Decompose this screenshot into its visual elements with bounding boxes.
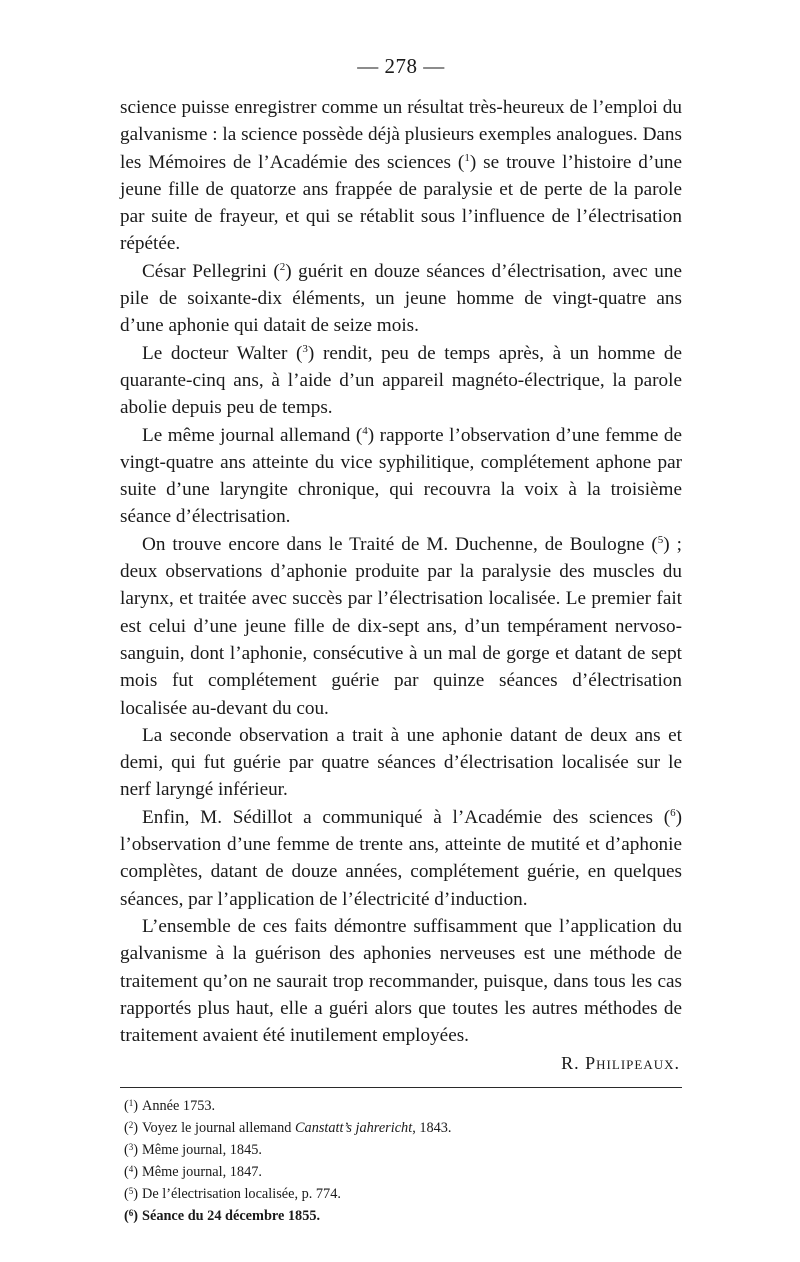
footnote-number: 6 xyxy=(128,1208,134,1219)
paragraph-text: ) rapporte l’observation d’une femme de vingt-quatre ans atteinte du vice syphilitique, complétement aphone par suite d’une laryngite chronique, qui recouvra la voix à la troisième séance d’électrisation. xyxy=(120,424,682,528)
signature-name: Philipeaux. xyxy=(585,1053,680,1074)
paragraph-text: L’ensemble de ces faits démontre suffisamment que l’application du galvanisme à la guérison des aphonies nerveuses est une méthode de traitement qu’on ne saurait trop recommander, puisque, dans tous les cas rapportés plus haut, elle a guéri alors que toutes les autres méthodes de traitement avaient été inutilement employées. xyxy=(120,915,682,1047)
page-number: — 278 — xyxy=(357,54,445,78)
footnote-number: 2 xyxy=(128,1120,134,1131)
paragraph-text: Le même journal allemand ( xyxy=(142,424,363,446)
paragraph-text: ) rendit, peu de temps après, à un homme de quarante-cinq ans, à l’aide d’un appareil magnéto-électrique, la parole abolie depuis peu de temps. xyxy=(120,342,682,419)
paragraph xyxy=(120,913,682,1049)
body-text xyxy=(120,94,682,1049)
paragraph xyxy=(120,258,682,340)
footnote xyxy=(124,1160,682,1182)
footnote-reference[interactable]: 6 xyxy=(670,806,676,819)
footnote-marker: ($^6$) xyxy=(124,1208,139,1225)
footnote xyxy=(124,1116,682,1138)
footnote-marker: ($^3$) xyxy=(124,1142,139,1159)
footnote-reference[interactable]: 1 xyxy=(464,151,470,164)
footnote-number: 1 xyxy=(128,1098,134,1109)
paragraph-text: science puisse enregistrer comme un résultat très-heureux de l’emploi du galvanisme : la science possède déjà plusieurs exemples analogues. Dans les Mémoires de l’Académie des sciences ( xyxy=(120,97,682,173)
cited-work-title: Canstatt’s jahrericht xyxy=(295,1120,413,1137)
paragraph-text: César Pellegrini ( xyxy=(142,260,280,282)
paragraph xyxy=(120,531,682,722)
footnote-reference[interactable]: 5 xyxy=(657,533,664,546)
footnote xyxy=(124,1182,682,1204)
footnote-number: 3 xyxy=(128,1142,134,1153)
footnote-marker: ($^5$) xyxy=(124,1186,139,1203)
footnote-reference[interactable]: 2 xyxy=(279,260,286,273)
footnote-text: Voyez le journal allemand xyxy=(142,1120,296,1137)
footnote-marker: ($^4$) xyxy=(124,1164,139,1181)
paragraph xyxy=(120,804,682,913)
paragraph xyxy=(120,722,682,804)
footnote-text: Séance du 24 décembre 1855. xyxy=(142,1208,321,1225)
paragraph-text: On trouve encore dans le Traité de M. Duchenne, de Boulogne ( xyxy=(142,533,658,555)
footnote-marker: ($^1$) xyxy=(124,1098,139,1115)
paragraph-text: ) se trouve l’histoire d’une jeune fille de quatorze ans frappée de paralysie et de perte de la parole par suite de frayeur, et qui se rétablit sous l’influence de l’électrisation répétée. xyxy=(120,151,682,255)
footnote-text: Même journal, 1847. xyxy=(142,1164,262,1181)
footnote-divider xyxy=(120,1087,682,1088)
paragraph-text: La seconde observation a trait à une aphonie datant de deux ans et demi, qui fut guérie par quatre séances d’électrisation localisée sur le nerf laryngé inférieur. xyxy=(120,724,682,801)
author-signature xyxy=(120,1049,682,1077)
footnote xyxy=(124,1094,682,1116)
paragraph-text: ) l’observation d’une femme de trente ans, atteinte de mutité et d’aphonie complètes, datant de douze années, complétement guérie, en quelques séances, par l’application de l’électricité d’induction. xyxy=(120,806,682,910)
footnote-number: 4 xyxy=(128,1164,134,1175)
footnote-reference[interactable]: 3 xyxy=(302,342,308,355)
book-page xyxy=(120,52,682,1226)
paragraph-text: Le docteur Walter ( xyxy=(142,342,303,364)
paragraph xyxy=(120,340,682,422)
footnote-text: Année 1753. xyxy=(142,1098,216,1115)
paragraph-text: ) ; deux observations d’aphonie produite par la paralysie des muscles du larynx, et traitée avec succès par l’électrisation localisée. Le premier fait est celui d’une jeune fille de dix-sept ans, d’un tempérament nervoso-sanguin, dont l’aphonie, consécutive à un mal de gorge et datant de sept mois fut complétement guérie par quinze séances d’électrisation localisée au-devant du cou. xyxy=(120,533,682,719)
paragraph-text: Enfin, M. Sédillot a communiqué à l’Académie des sciences ( xyxy=(142,806,671,828)
paragraph xyxy=(120,94,682,258)
footnote xyxy=(124,1204,682,1226)
footnote-reference[interactable]: 4 xyxy=(362,424,368,437)
footnote-marker: ($^2$) xyxy=(124,1120,139,1137)
footnote-text: De l’électrisation localisée, p. 774. xyxy=(142,1186,341,1203)
footnote-text: Même journal, 1845. xyxy=(142,1142,262,1159)
signature-initial: R. xyxy=(561,1053,580,1074)
footnotes-list xyxy=(120,1094,682,1226)
footnote-text: , 1843. xyxy=(412,1120,452,1137)
paragraph-text: ) guérit en douze séances d’électrisation, avec une pile de soixante-dix éléments, un jeune homme de vingt-quatre ans d’une aphonie qui datait de seize mois. xyxy=(120,260,682,337)
footnote xyxy=(124,1138,682,1160)
paragraph xyxy=(120,422,682,531)
footnote-number: 5 xyxy=(128,1186,134,1197)
